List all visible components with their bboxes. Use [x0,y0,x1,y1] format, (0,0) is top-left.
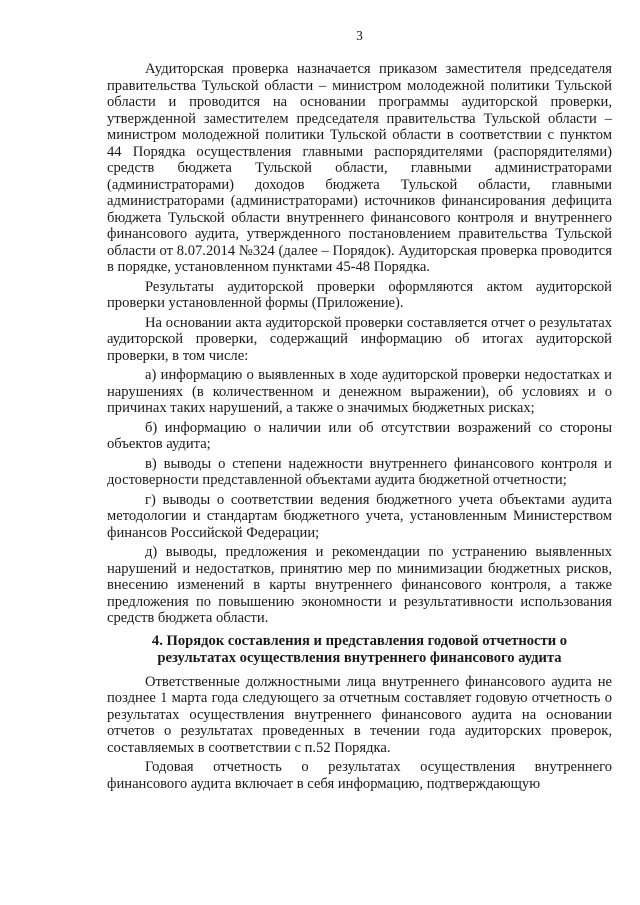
paragraph-annual-reporting: Ответственные должностными лица внутреннего финансового аудита не позднее 1 марта года следующего за отчетным составляет годовую отчетность о результатах осуществления внутреннего финансового аудита на основании отчетов о результатах проведенных в течении года аудиторских проверок, составляемых в соответствии с п.52 Порядка. [107,673,612,756]
list-item-a: а) информацию о выявленных в ходе аудиторской проверки недостатках и нарушениях (в количественном и денежном выражении), об условиях и о причинах таких нарушений, а также о значимых бюджетных рисках; [107,367,612,416]
paragraph-audit-report: На основании акта аудиторской проверки составляется отчет о результатах аудиторской проверки, содержащий информацию об итогах аудиторской проверки, в том числе: [107,314,612,364]
list-item-d: д) выводы, предложения и рекомендации по устранению выявленных нарушений и недостатков, принятию мер по минимизации бюджетных рисков, внесению изменений в карты внутреннего финансового контроля, а также предложения по повышению экономности и результативности использования средств бюджета области. [107,544,612,626]
list-item-b: б) информацию о наличии или об отсутствии возражений со стороны объектов аудита; [107,419,612,452]
paragraph-audit-appointment: Аудиторская проверка назначается приказом заместителя председателя правительства Тульской области – министром молодежной политики Тульской области и проводится на основании программы аудиторской проверки, утвержденной заместителем председателя правительства Тульской области – министром молодежной политики Тульской области в соответствии с пунктом 44 Порядка осуществления главными распорядителями (распорядителями) средств бюджета Тульской области, главными администраторами (администраторами) доходов бюджета Тульской области, главными администраторами (администраторами) источников финансирования дефицита бюджета Тульской области внутреннего финансового контроля и внутреннего финансового аудита, утвержденного постановлением правительства Тульской области от 8.07.2014 №324 (далее – Порядок). Аудиторская проверка проводится в порядке, установленном пунктами 45-48 Порядка. [107,61,612,275]
list-item-v: в) выводы о степени надежности внутреннего финансового контроля и достоверности представленной объектами аудита бюджетной отчетности; [107,455,612,488]
document-page [107,28,612,898]
page-number: 3 [356,28,363,43]
paragraph-annual-content: Годовая отчетность о результатах осуществления внутреннего финансового аудита включает в себя информацию, подтверждающую [107,759,612,792]
list-item-g: г) выводы о соответствии ведения бюджетного учета объектами аудита методологии и стандартам бюджетного учета, установленным Министерством финансов Российской Федерации; [107,491,612,541]
section-heading: 4. Порядок составления и представления годовой отчетности о результатах осуществления внутреннего финансового аудита [151,632,568,666]
paragraph-audit-act: Результаты аудиторской проверки оформляются актом аудиторской проверки установленной формы (Приложение). [107,278,612,311]
